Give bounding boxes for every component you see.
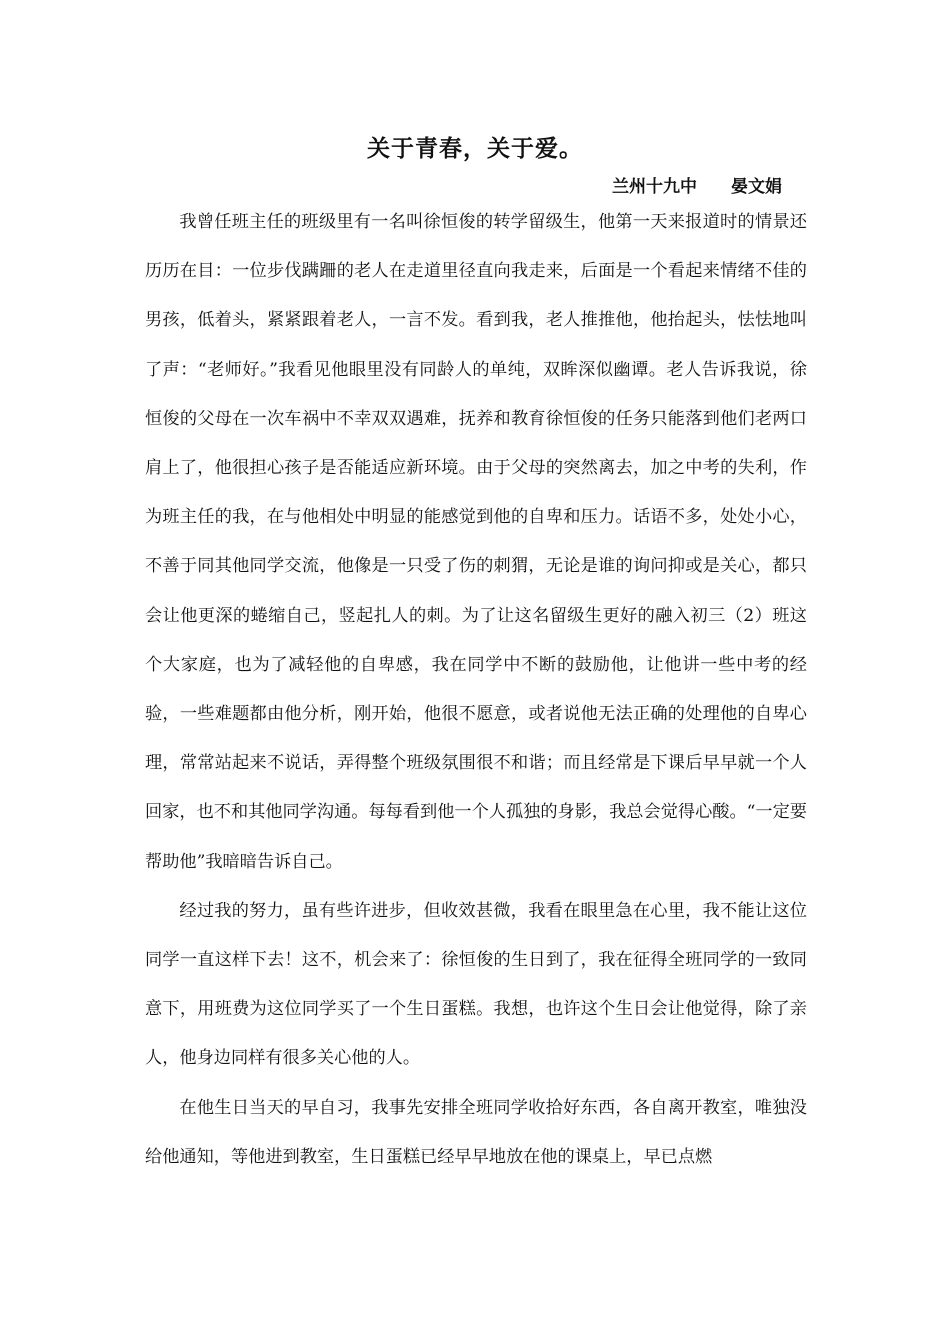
paragraph-3: 在他生日当天的早自习，我事先安排全班同学收拾好东西，各自离开教室，唯独没给他通知，等他进到教室，生日蛋糕已经早早地放在他的课桌上，早已点燃 [145, 1097, 807, 1167]
author-school: 兰州十九中 [612, 177, 697, 197]
document-title: 关于青春，关于爱。 [367, 136, 583, 162]
paragraph-2: 经过我的努力，虽有些许进步，但收效甚微，我看在眼里急在心里，我不能让这位同学一直这样下去！这不，机会来了：徐恒俊的生日到了，我在征得全班同学的一致同意下，用班费为这位同学买了一个生日蛋糕。我想，也许这个生日会让他觉得，除了亲人，他身边同样有很多关心他的人。 [145, 900, 807, 1069]
paragraph-1: 我曾任班主任的班级里有一名叫徐恒俊的转学留级生，他第一天来报道时的情景还历历在目：一位步伐蹒跚的老人在走道里径直向我走来，后面是一个看起来情绪不佳的男孩，低着头，紧紧跟着老人，一言不发。看到我，老人推推他，他抬起头，怯怯地叫了声：“老师好。”我看见他眼里没有同龄人的单纯，双眸深似幽谭。老人告诉我说，徐恒俊的父母在一次车祸中不幸双双遇难，抚养和教育徐恒俊的任务只能落到他们老两口肩上了，他很担心孩子是否能适应新环境。由于父母的突然离去，加之中考的失利，作为班主任的我，在与他相处中明显的能感觉到他的自卑和压力。话语不多，处处小心，不善于同其他同学交流，他像是一只受了伤的刺猬，无论是谁的询问抑或是关心，都只会让他更深的蜷缩自己，竖起扎人的刺。为了让这名留级生更好的融入初三（2）班这个大家庭，也为了减轻他的自卑感，我在同学中不断的鼓励他，让他讲一些中考的经验，一些难题都由他分析，刚开始，他很不愿意，或者说他无法正确的处理他的自卑心理，常常站起来不说话，弄得整个班级氛围很不和谐；而且经常是下课后早早就一个人回家，也不和其他同学沟通。每每看到他一个人孤独的身影，我总会觉得心酸。“一定要帮助他”我暗暗告诉自己。 [145, 212, 807, 872]
author-line [612, 174, 782, 200]
author-name: 晏文娟 [731, 177, 782, 197]
document-body [145, 198, 807, 1182]
